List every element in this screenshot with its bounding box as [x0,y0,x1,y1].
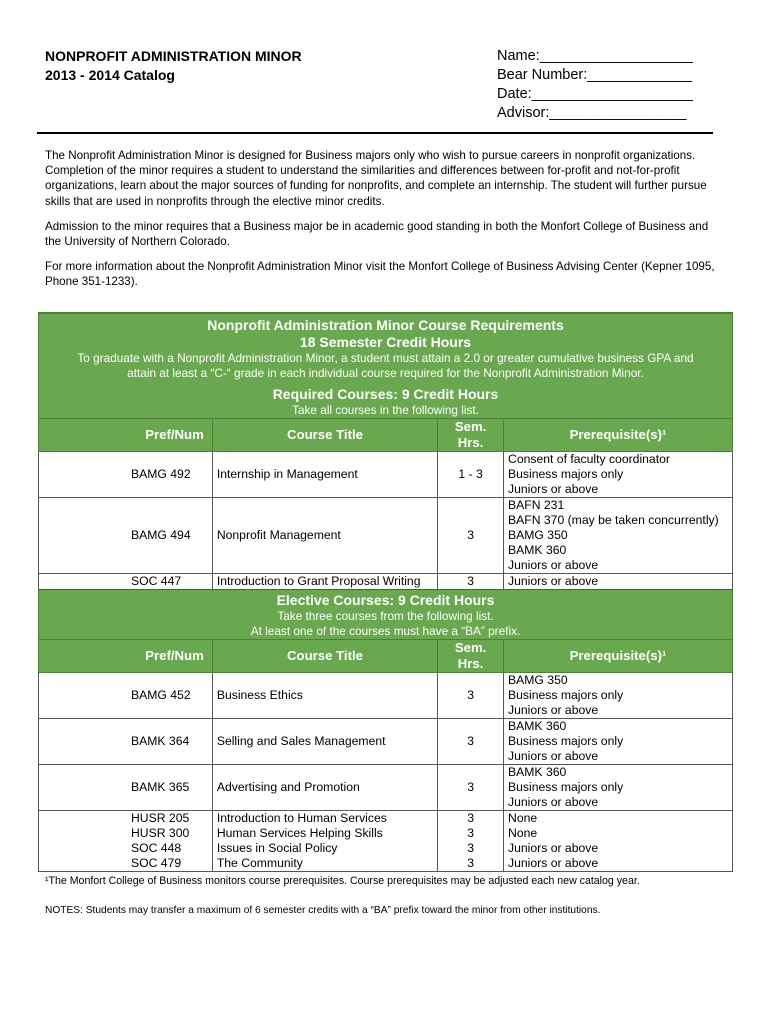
info-paragraph: For more information about the Nonprofit Administration Minor visit the Monfort College of Business Advising Center (Kepner 1095, Phone 351-1233). [45,260,715,289]
required-column-headers [39,419,733,452]
total-credits: 18 Semester Credit Hours [39,334,733,351]
col-sem-hrs: Sem. Hrs. [438,419,504,452]
elective-instruction-1: Take three courses from the following list. [39,609,733,624]
requirements-title: Nonprofit Administration Minor Course Requirements [39,313,733,334]
col-course-title: Course Title [212,419,437,452]
table-row: BAMK 364 Selling and Sales Management 3 BAMK 360 Business majors only Juniors or above [39,719,733,765]
student-info-fields [497,47,693,123]
col-pref-num: Pref/Num [39,419,213,452]
elective-column-headers [39,640,733,673]
col-pref-num: Pref/Num [39,640,213,673]
header-divider [37,132,713,134]
table-row: BAMG 452 Business Ethics 3 BAMG 350 Business majors only Juniors or above [39,673,733,719]
elective-heading: Elective Courses: 9 Credit Hours [39,590,733,610]
catalog-year: 2013 - 2014 Catalog [45,67,175,83]
table-row: BAMK 365 Advertising and Promotion 3 BAMK 360 Business majors only Juniors or above [39,765,733,811]
col-prerequisites: Prerequisite(s)¹ [504,419,733,452]
gpa-requirement-2: attain at least a “C-“ grade in each individual course required for the Nonprofit Administration Minor. [39,366,733,383]
admission-paragraph: Admission to the minor requires that a Business major be in academic good standing in both the Monfort College of Business and the University of Northern Colorado. [45,219,709,249]
page-title: NONPROFIT ADMINISTRATION MINOR [45,48,302,64]
table-row: BAMG 492 Internship in Management 1 - 3 Consent of faculty coordinator Business majors only Juniors or above [39,452,733,498]
gpa-requirement-1: To graduate with a Nonprofit Administration Minor, a student must attain a 2.0 or greater cumulative business GPA and [39,351,733,366]
required-instruction: Take all courses in the following list. [39,403,733,419]
requirements-table [38,312,733,872]
bear-number-field[interactable]: Bear Number:_____________ [497,67,693,83]
transfer-notes: NOTES: Students may transfer a maximum of 6 semester credits with a “BA” prefix toward the minor from other institutions. [45,905,601,916]
elective-instruction-2: At least one of the courses must have a “BA” prefix. [39,624,733,640]
advisor-field[interactable]: Advisor:_________________ [497,105,687,121]
title-block [45,47,302,85]
intro-text [45,148,725,300]
date-field[interactable]: Date:____________________ [497,86,693,102]
intro-paragraph: The Nonprofit Administration Minor is designed for Business majors only who wish to pursue careers in nonprofit organizations. Completion of the minor requires a student to understand the similarities and differences between for-profit and not-for-profit organizations, learn about the major sources of funding for nonprofits, and complete an internship. The student will further pursue skills that are used in nonprofits through the elective minor credits. [45,149,707,208]
col-sem-hrs: Sem. Hrs. [438,640,504,673]
name-field[interactable]: Name:___________________ [497,48,693,64]
table-row: HUSR 205 HUSR 300 SOC 448 SOC 479 Introduction to Human Services Human Services Helping Skills Issues in Social Policy The Community 3 3 3 3 None None Juniors or above Juniors or above [39,811,733,872]
prerequisite-footnote: ¹The Monfort College of Business monitors course prerequisites. Course prerequisites may be adjusted each new catalog year. [45,875,640,887]
table-row: SOC 447 Introduction to Grant Proposal Writing 3 Juniors or above [39,574,733,590]
table-row: BAMG 494 Nonprofit Management 3 BAFN 231 BAFN 370 (may be taken concurrently) BAMG 350 BAMK 360 Juniors or above [39,498,733,574]
col-prerequisites: Prerequisite(s)¹ [504,640,733,673]
required-heading: Required Courses: 9 Credit Hours [39,383,733,403]
col-course-title: Course Title [212,640,437,673]
